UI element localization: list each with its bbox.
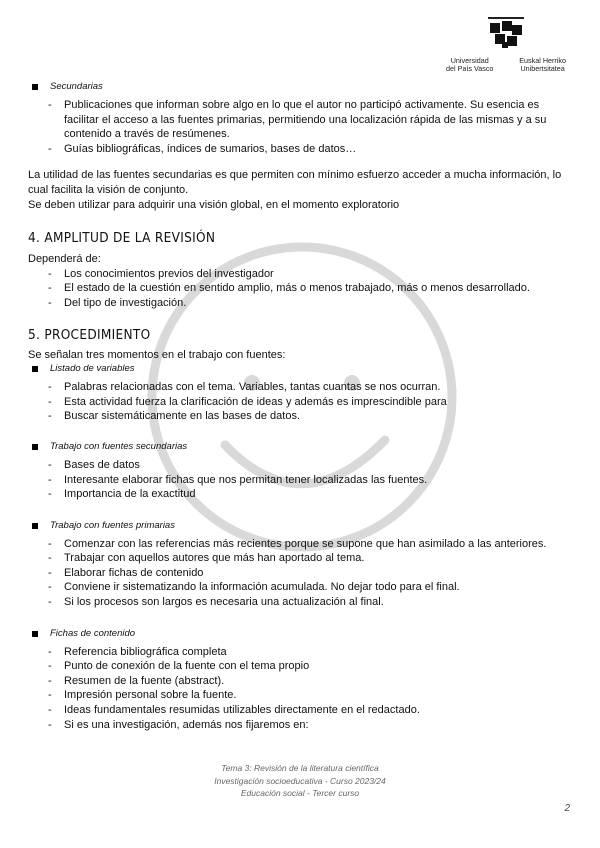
list-item: - Impresión personal sobre la fuente.: [28, 688, 573, 703]
paragraph: Se deben utilizar para adquirir una visión global, en el momento exploratorio: [28, 198, 400, 211]
listado-list: [28, 380, 573, 424]
list-item: - Ideas fundamentales resumidas utilizables directamente en el redactado.: [28, 703, 573, 718]
list-item: - Publicaciones que informan sobre algo en lo que el autor no participó activamente. Su esencia es facilitar el acceso a las fuentes primarias, permitiendo una localización rápida de las mismas y a su contenido a través de resúmenes.: [28, 98, 573, 142]
subheading-listado: Listado de variables: [28, 362, 573, 376]
footer-line: Tema 3: Revisión de la literatura científica: [221, 763, 379, 773]
upv-ehu-emblem-icon: [482, 14, 530, 52]
page-number: 2: [564, 803, 570, 814]
university-logo: [446, 14, 566, 73]
org-name-es: Universidad del País Vasco: [446, 56, 494, 73]
subheading-secundarias: Secundarias: [28, 80, 573, 94]
trabajo-primarias-list: [28, 537, 573, 610]
list-item: - Importancia de la exactitud: [28, 487, 573, 502]
list-item: - Interesante elaborar fichas que nos permitan tener localizadas las fuentes.: [28, 473, 573, 488]
list-item: - El estado de la cuestión en sentido amplio, más o menos trabajado, más o menos desarrollado.: [28, 281, 573, 296]
paragraph: Dependerá de:: [28, 253, 101, 266]
amplitud-list: [28, 267, 573, 311]
subheading-fichas: Fichas de contenido: [28, 627, 573, 641]
footer-line: Educación social - Tercer curso: [240, 788, 360, 798]
list-item: - Si los procesos son largos es necesaria una actualización al final.: [28, 595, 573, 610]
secundarias-list: [28, 98, 573, 156]
list-item: - Buscar sistemáticamente en las bases de datos.: [28, 409, 573, 424]
list-item: - Trabajar con aquellos autores que más han aportado al tema.: [28, 551, 573, 566]
fichas-list: [28, 645, 573, 733]
list-item: - Si es una investigación, además nos fijaremos en:: [28, 718, 573, 733]
section-title-amplitud: 4. AMPLITUD DE LA REVISIÓN: [28, 230, 216, 247]
subheading-trabajo-secundarias: Trabajo con fuentes secundarias: [28, 440, 573, 454]
list-item: - Punto de conexión de la fuente con el tema propio: [28, 659, 573, 674]
list-item: - Resumen de la fuente (abstract).: [28, 674, 573, 689]
list-item: - Palabras relacionadas con el tema. Variables, tantas cuantas se nos ocurran.: [28, 380, 573, 395]
list-item: - Los conocimientos previos del investigador: [28, 267, 573, 282]
paragraph: La utilidad de las fuentes secundarias es que permiten con mínimo esfuerzo acceder a mucha información, lo cual facilita la visión de conjunto.: [28, 169, 562, 196]
list-item: - Referencia bibliográfica completa: [28, 645, 573, 660]
trabajo-secundarias-list: [28, 458, 573, 502]
list-item: - Conviene ir sistematizando la información acumulada. No dejar todo para el final.: [28, 580, 573, 595]
list-item: - Bases de datos: [28, 458, 573, 473]
list-item: - Del tipo de investigación.: [28, 296, 573, 311]
subheading-trabajo-primarias: Trabajo con fuentes primarias: [28, 519, 573, 533]
page-footer: [0, 762, 600, 800]
list-item: - Elaborar fichas de contenido: [28, 566, 573, 581]
footer-line: Investigación socioeducativa - Curso 2023/24: [214, 775, 386, 786]
org-name-eu: Euskal Herriko Unibertsitatea: [519, 56, 566, 73]
section-title-procedimiento: 5. PROCEDIMIENTO: [28, 326, 151, 343]
paragraph: Se señalan tres momentos en el trabajo con fuentes:: [28, 348, 286, 361]
list-item: - Guías bibliográficas, índices de sumarios, bases de datos…: [28, 142, 573, 157]
list-item: - Comenzar con las referencias más recientes porque se supone que han asimilado a las anteriores.: [28, 537, 573, 552]
list-item: - Esta actividad fuerza la clarificación de ideas y además es imprescindible para: [28, 395, 573, 410]
